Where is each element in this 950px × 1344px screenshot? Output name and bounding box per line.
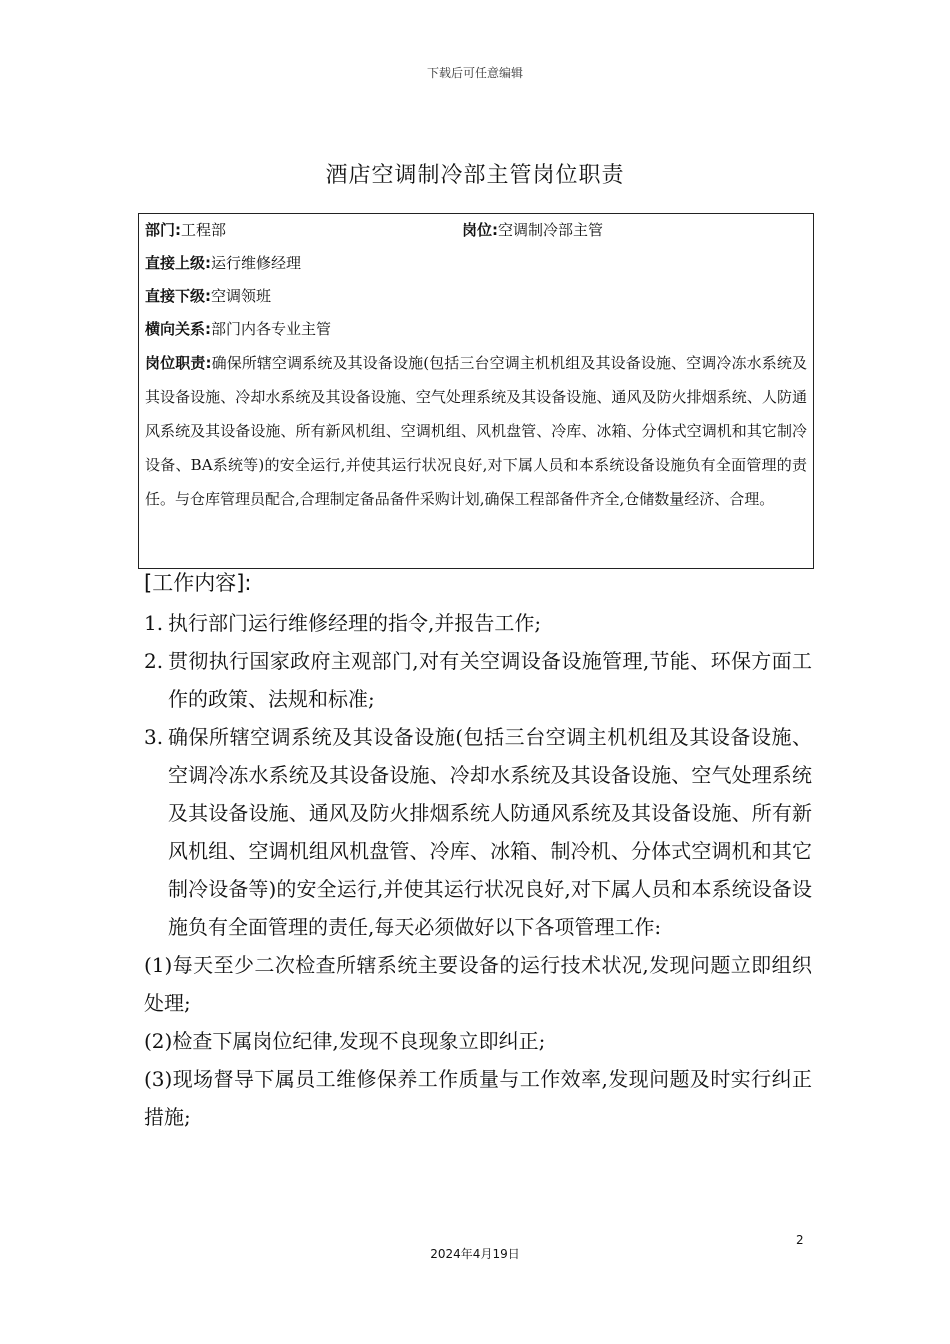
work-content-title: [工作内容]: xyxy=(144,571,252,595)
sub-item: (1)每天至少二次检查所辖系统主要设备的运行技术状况,发现问题立即组织处理; xyxy=(144,953,812,1015)
footer-date: 2024年4月19日 xyxy=(430,1247,520,1261)
info-table xyxy=(138,213,814,569)
work-content-body xyxy=(144,604,812,1136)
department-label: 部门: xyxy=(145,221,181,239)
subordinate-row xyxy=(145,280,807,313)
item-text: 确保所辖空调系统及其设备设施(包括三台空调主机机组及其设备设施、空调冷冻水系统及其设备设施、冷却水系统及其设备设施、空气处理系统及其设备设施、通风及防火排烟系统人防通风系统及其设备设施、所有新风机组、空调机组风机盘管、冷库、冰箱、制冷机、分体式空调机和其它制冷设备等)的安全运行,并使其运行状况良好,对下属人员和本系统设备设施负有全面管理的责任,每天必须做好以下各项管理工作: xyxy=(168,725,812,939)
position-label: 岗位: xyxy=(462,221,498,239)
header-note: 下载后可任意编辑 xyxy=(426,66,523,80)
department-position-row xyxy=(145,214,807,247)
subordinate-label: 直接下级: xyxy=(145,287,211,305)
duty-value: 确保所辖空调系统及其设备设施(包括三台空调主机机组及其设备设施、空调冷冻水系统及其设备设施、冷却水系统及其设备设施、空气处理系统及其设备设施、通风及防火排烟系统、人防通风系统及其设备设施、所有新风机组、空调机组、风机盘管、冷库、冰箱、分体式空调机和其它制冷设备、BA系统等)的安全运行,并使其运行状况良好,对下属人员和本系统设备设施负有全面管理的责任。与仓库管理员配合,合理制定备品备件采购计划,确保工程部备件齐全,仓储数量经济、合理。 xyxy=(145,354,807,508)
lateral-label: 横向关系: xyxy=(145,320,211,338)
sub-item: (2)检查下属岗位纪律,发现不良现象立即纠正; xyxy=(144,1029,546,1053)
subordinate-value: 空调领班 xyxy=(211,287,272,305)
position-value: 空调制冷部主管 xyxy=(498,221,604,239)
superior-value: 运行维修经理 xyxy=(211,254,302,272)
department-value: 工程部 xyxy=(181,221,227,239)
superior-label: 直接上级: xyxy=(145,254,211,272)
lateral-value: 部门内各专业主管 xyxy=(211,320,332,338)
page-number: 2 xyxy=(796,1233,804,1247)
list-item xyxy=(144,604,812,642)
item-number: 2. xyxy=(144,649,164,673)
department-cell xyxy=(145,214,462,247)
lateral-row xyxy=(145,313,807,346)
duty-label: 岗位职责: xyxy=(145,354,212,372)
document-title: 酒店空调制冷部主管岗位职责 xyxy=(325,163,625,188)
position-cell xyxy=(462,214,603,247)
duty-paragraph xyxy=(145,346,807,516)
list-item xyxy=(144,642,812,718)
list-item xyxy=(144,718,812,946)
item-text: 贯彻执行国家政府主观部门,对有关空调设备设施管理,节能、环保方面工作的政策、法规和标准; xyxy=(168,649,812,711)
superior-row xyxy=(145,247,807,280)
sub-item: (3)现场督导下属员工维修保养工作质量与工作效率,发现问题及时实行纠正措施; xyxy=(144,1067,812,1129)
item-number: 3. xyxy=(144,725,164,749)
item-text: 执行部门运行维修经理的指令,并报告工作; xyxy=(168,611,542,635)
item-number: 1. xyxy=(144,611,164,635)
